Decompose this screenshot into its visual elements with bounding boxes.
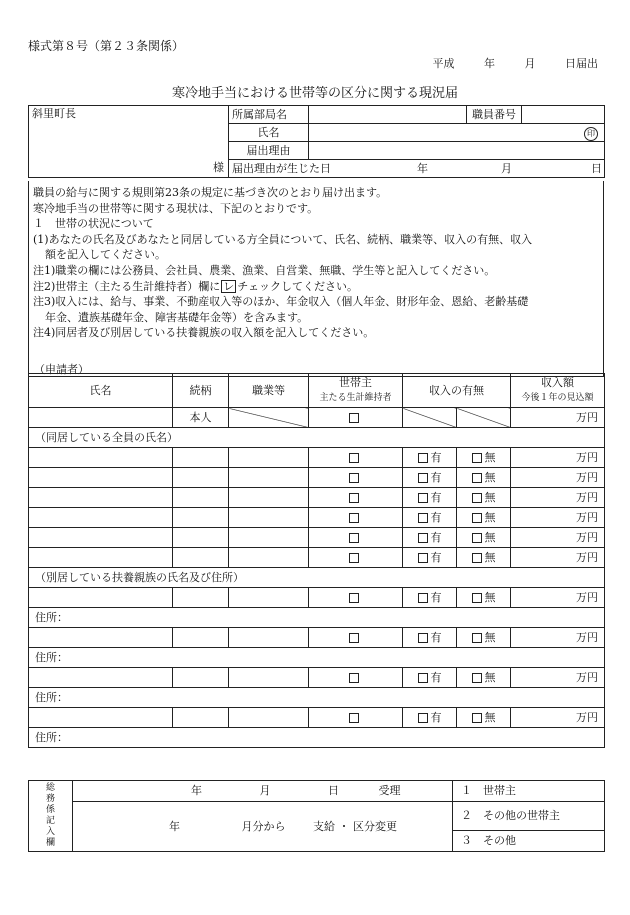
note-4: 注4)同居者及び別居している扶養親族の収入額を記入してください。 <box>33 326 375 340</box>
relation-cell[interactable] <box>173 708 229 728</box>
occupation-cell[interactable] <box>229 668 309 688</box>
reason-year: 年 <box>417 161 428 175</box>
cohabiting-label: （同居している全員の氏名） <box>29 428 605 448</box>
reason-date-row[interactable] <box>229 160 605 178</box>
income-no[interactable]: 無 <box>457 528 511 548</box>
checkbox-icon <box>418 553 428 563</box>
checkbox-icon <box>472 593 482 603</box>
table-row <box>29 708 605 728</box>
header-table <box>28 105 605 178</box>
name-cell[interactable] <box>29 448 173 468</box>
income-no[interactable]: 無 <box>457 488 511 508</box>
income-no[interactable]: 無 <box>457 628 511 648</box>
name-cell[interactable] <box>29 488 173 508</box>
name-cell[interactable] <box>29 708 173 728</box>
table-row <box>29 488 605 508</box>
income-amount[interactable]: 万円 <box>511 628 605 648</box>
income-amount[interactable]: 万円 <box>511 528 605 548</box>
head-checkbox[interactable] <box>309 668 403 688</box>
head-checkbox[interactable] <box>309 448 403 468</box>
check-mark-icon: レ <box>223 279 235 293</box>
checkbox-icon <box>472 493 482 503</box>
checkbox-icon <box>472 473 482 483</box>
household-table <box>28 373 605 748</box>
head-checkbox[interactable] <box>309 548 403 568</box>
name-cell[interactable] <box>29 668 173 688</box>
instruction-line: 寒冷地手当の世帯等に関する現状は、下記のとおりです。 <box>33 201 319 215</box>
note-3: 注3)収入には、給与、事業、不動産収入等のほか、年金収入（個人年金、財形年金、恩給、老齢基礎 <box>33 295 529 309</box>
checkbox-icon <box>418 593 428 603</box>
applicant-label: （申請者） <box>34 363 89 376</box>
received-label: 受理 <box>378 784 401 797</box>
income-yes[interactable]: 有 <box>403 448 457 468</box>
income-no[interactable]: 無 <box>457 548 511 568</box>
relation-cell[interactable] <box>173 668 229 688</box>
table-row <box>29 628 605 648</box>
checkbox-icon <box>472 453 482 463</box>
relation-cell[interactable] <box>173 528 229 548</box>
income-yes[interactable]: 有 <box>403 548 457 568</box>
address-label[interactable]: 住所： <box>29 688 605 708</box>
instruction-line: 職員の給与に関する規則第23条の規定に基づき次のとおり届け出ます。 <box>33 186 388 199</box>
name-field[interactable] <box>309 124 605 142</box>
relation-cell[interactable] <box>173 548 229 568</box>
checkbox-icon <box>472 673 482 683</box>
occupation-cell[interactable] <box>229 488 309 508</box>
head-checkbox[interactable] <box>309 508 403 528</box>
instruction-line: (1)あなたの氏名及びあなたと同居している方全員について、氏名、続柄、職業等、収入の有無、収入 <box>33 232 533 246</box>
payment-year: 年 <box>169 819 180 833</box>
occupation-cell[interactable] <box>229 448 309 468</box>
page-title: 寒冷地手当における世帯等の区分に関する現況届 <box>171 86 458 101</box>
staff-no-label: 職員番号 <box>467 106 522 124</box>
checkbox-icon <box>418 533 428 543</box>
separate-section <box>29 568 605 588</box>
income-yes[interactable]: 有 <box>403 668 457 688</box>
income-amount[interactable]: 万円 <box>511 668 605 688</box>
income-amount[interactable]: 万円 <box>511 708 605 728</box>
year-label: 年 <box>484 57 495 70</box>
address-row <box>29 648 605 668</box>
instruction-line: 額を記入してください。 <box>45 248 166 262</box>
income-yes[interactable]: 有 <box>403 708 457 728</box>
income-yes[interactable]: 有 <box>403 588 457 608</box>
head-checkbox[interactable] <box>309 708 403 728</box>
col-income-presence: 収入の有無 <box>403 374 511 408</box>
head-checkbox[interactable] <box>309 488 403 508</box>
checkbox-icon <box>349 413 359 423</box>
address-row <box>29 608 605 628</box>
income-no[interactable]: 無 <box>457 468 511 488</box>
self-occupation <box>229 408 309 428</box>
checkbox-icon <box>418 473 428 483</box>
checkbox-icon <box>418 713 428 723</box>
self-yes <box>403 408 457 428</box>
self-no <box>457 408 511 428</box>
occupation-cell[interactable] <box>229 588 309 608</box>
relation-cell[interactable] <box>173 488 229 508</box>
reason-date-label: 届出理由が生じた日 <box>232 161 331 175</box>
checkbox-icon <box>349 673 359 683</box>
checkbox-icon <box>349 553 359 563</box>
income-yes[interactable]: 有 <box>403 508 457 528</box>
occupation-cell[interactable] <box>229 548 309 568</box>
sama-label: 様 <box>213 161 224 174</box>
checkbox-icon <box>349 493 359 503</box>
relation-cell[interactable] <box>173 508 229 528</box>
self-head-checkbox[interactable] <box>309 408 403 428</box>
checkbox-icon <box>418 513 428 523</box>
col-income-amount: 収入額 今後１年の見込額 <box>511 374 605 408</box>
occupation-cell[interactable] <box>229 708 309 728</box>
dept-field[interactable] <box>309 106 467 124</box>
head-checkbox[interactable] <box>309 468 403 488</box>
option-1[interactable]: １ 世帯主 <box>453 781 605 802</box>
received-month: 月 <box>259 784 271 797</box>
name-label: 氏名 <box>229 124 309 142</box>
table-row <box>29 588 605 608</box>
head-checkbox[interactable] <box>309 528 403 548</box>
table-row <box>29 528 605 548</box>
era-label: 平成 <box>432 57 455 70</box>
name-cell[interactable] <box>29 468 173 488</box>
dept-label: 所属部局名 <box>229 106 309 124</box>
name-cell[interactable] <box>29 548 173 568</box>
address-label[interactable]: 住所： <box>29 728 605 748</box>
reason-day: 日 <box>591 161 602 175</box>
self-name[interactable] <box>29 408 173 428</box>
option-2[interactable]: ２ その他の世帯主 <box>453 802 605 831</box>
instructions <box>28 181 604 377</box>
note-2: 注2)世帯主（主たる生計維持者）欄に レ チェックしてください。 <box>33 279 358 293</box>
option-3[interactable]: ３ その他 <box>453 831 605 852</box>
reason-field[interactable] <box>309 142 605 160</box>
name-cell[interactable] <box>29 508 173 528</box>
income-yes[interactable]: 有 <box>403 488 457 508</box>
occupation-cell[interactable] <box>229 468 309 488</box>
table-row <box>29 468 605 488</box>
relation-cell[interactable] <box>173 588 229 608</box>
income-amount[interactable]: 万円 <box>511 508 605 528</box>
income-no[interactable]: 無 <box>457 508 511 528</box>
occupation-cell[interactable] <box>229 628 309 648</box>
self-relation: 本人 <box>173 408 229 428</box>
income-no[interactable]: 無 <box>457 588 511 608</box>
submission-date <box>407 55 599 71</box>
table-row <box>29 448 605 468</box>
checkbox-icon <box>418 633 428 643</box>
income-no[interactable]: 無 <box>457 708 511 728</box>
head-checkbox[interactable] <box>309 628 403 648</box>
payment-from: 月分から <box>241 819 286 833</box>
relation-cell[interactable] <box>173 628 229 648</box>
form-number: 様式第８号（第２３条関係） <box>28 39 185 53</box>
office-use-table <box>28 780 605 852</box>
table-row <box>29 508 605 528</box>
col-household-head: 世帯主 主たる生計維持者 <box>309 374 403 408</box>
income-amount[interactable]: 万円 <box>511 588 605 608</box>
name-cell[interactable] <box>29 528 173 548</box>
income-amount[interactable]: 万円 <box>511 468 605 488</box>
income-amount[interactable]: 万円 <box>511 448 605 468</box>
checkbox-icon <box>349 473 359 483</box>
checkbox-icon <box>418 493 428 503</box>
note-3-cont: 年金、遺族基礎年金、障害基礎年金等）を含みます。 <box>45 310 309 324</box>
occupation-cell[interactable] <box>229 508 309 528</box>
payment-row[interactable] <box>73 802 453 852</box>
separate-label: （別居している扶養親族の氏名及び住所） <box>29 568 605 588</box>
address-label[interactable]: 住所： <box>29 648 605 668</box>
income-no[interactable]: 無 <box>457 448 511 468</box>
addressee: 斜里町長 <box>32 107 76 120</box>
section-heading: １ 世帯の状況について <box>33 217 154 231</box>
cohabiting-section <box>29 428 605 448</box>
received-day: 日 <box>328 784 339 797</box>
occupation-cell[interactable] <box>229 528 309 548</box>
checkbox-icon <box>418 453 428 463</box>
address-row <box>29 728 605 748</box>
income-yes[interactable]: 有 <box>403 468 457 488</box>
checkbox-icon <box>349 633 359 643</box>
relation-cell[interactable] <box>173 468 229 488</box>
col-occupation: 職業等 <box>229 374 309 408</box>
checkbox-icon <box>349 513 359 523</box>
month-label: 月 <box>524 57 536 70</box>
note-1: 注1)職業の欄には公務員、会社員、農業、漁業、自営業、無職、学生等と記入してください。 <box>33 263 496 277</box>
day-label: 日届出 <box>565 57 598 70</box>
checkbox-icon <box>418 673 428 683</box>
address-row <box>29 688 605 708</box>
checkbox-icon <box>472 713 482 723</box>
table-row <box>29 668 605 688</box>
checkbox-icon <box>472 513 482 523</box>
self-amount[interactable]: 万円 <box>511 408 605 428</box>
income-amount[interactable]: 万円 <box>511 548 605 568</box>
income-amount[interactable]: 万円 <box>511 488 605 508</box>
income-no[interactable]: 無 <box>457 668 511 688</box>
checkbox-icon <box>472 533 482 543</box>
table-row <box>29 548 605 568</box>
checkbox-icon <box>472 553 482 563</box>
seal-icon: 印 <box>584 127 598 141</box>
col-name: 氏名 <box>29 374 173 408</box>
address-label[interactable]: 住所： <box>29 608 605 628</box>
payment-action: 支給 ・ 区分変更 <box>313 819 397 833</box>
checkbox-icon <box>349 453 359 463</box>
reason-label: 届出理由 <box>229 142 309 160</box>
income-yes[interactable]: 有 <box>403 528 457 548</box>
col-relation: 続柄 <box>173 374 229 408</box>
received-year: 年 <box>191 784 202 797</box>
head-checkbox[interactable] <box>309 588 403 608</box>
office-side-label: 総務係記入欄 <box>29 781 73 852</box>
reason-month: 月 <box>501 161 512 175</box>
income-yes[interactable]: 有 <box>403 628 457 648</box>
staff-no-field[interactable] <box>522 106 605 124</box>
relation-cell[interactable] <box>173 448 229 468</box>
checkbox-icon <box>349 533 359 543</box>
checkbox-icon <box>472 633 482 643</box>
checkbox-icon <box>349 593 359 603</box>
received-row[interactable] <box>73 781 453 802</box>
addressee-cell <box>29 106 229 178</box>
name-cell[interactable] <box>29 628 173 648</box>
name-cell[interactable] <box>29 588 173 608</box>
checkbox-icon <box>349 713 359 723</box>
self-row <box>29 408 605 428</box>
